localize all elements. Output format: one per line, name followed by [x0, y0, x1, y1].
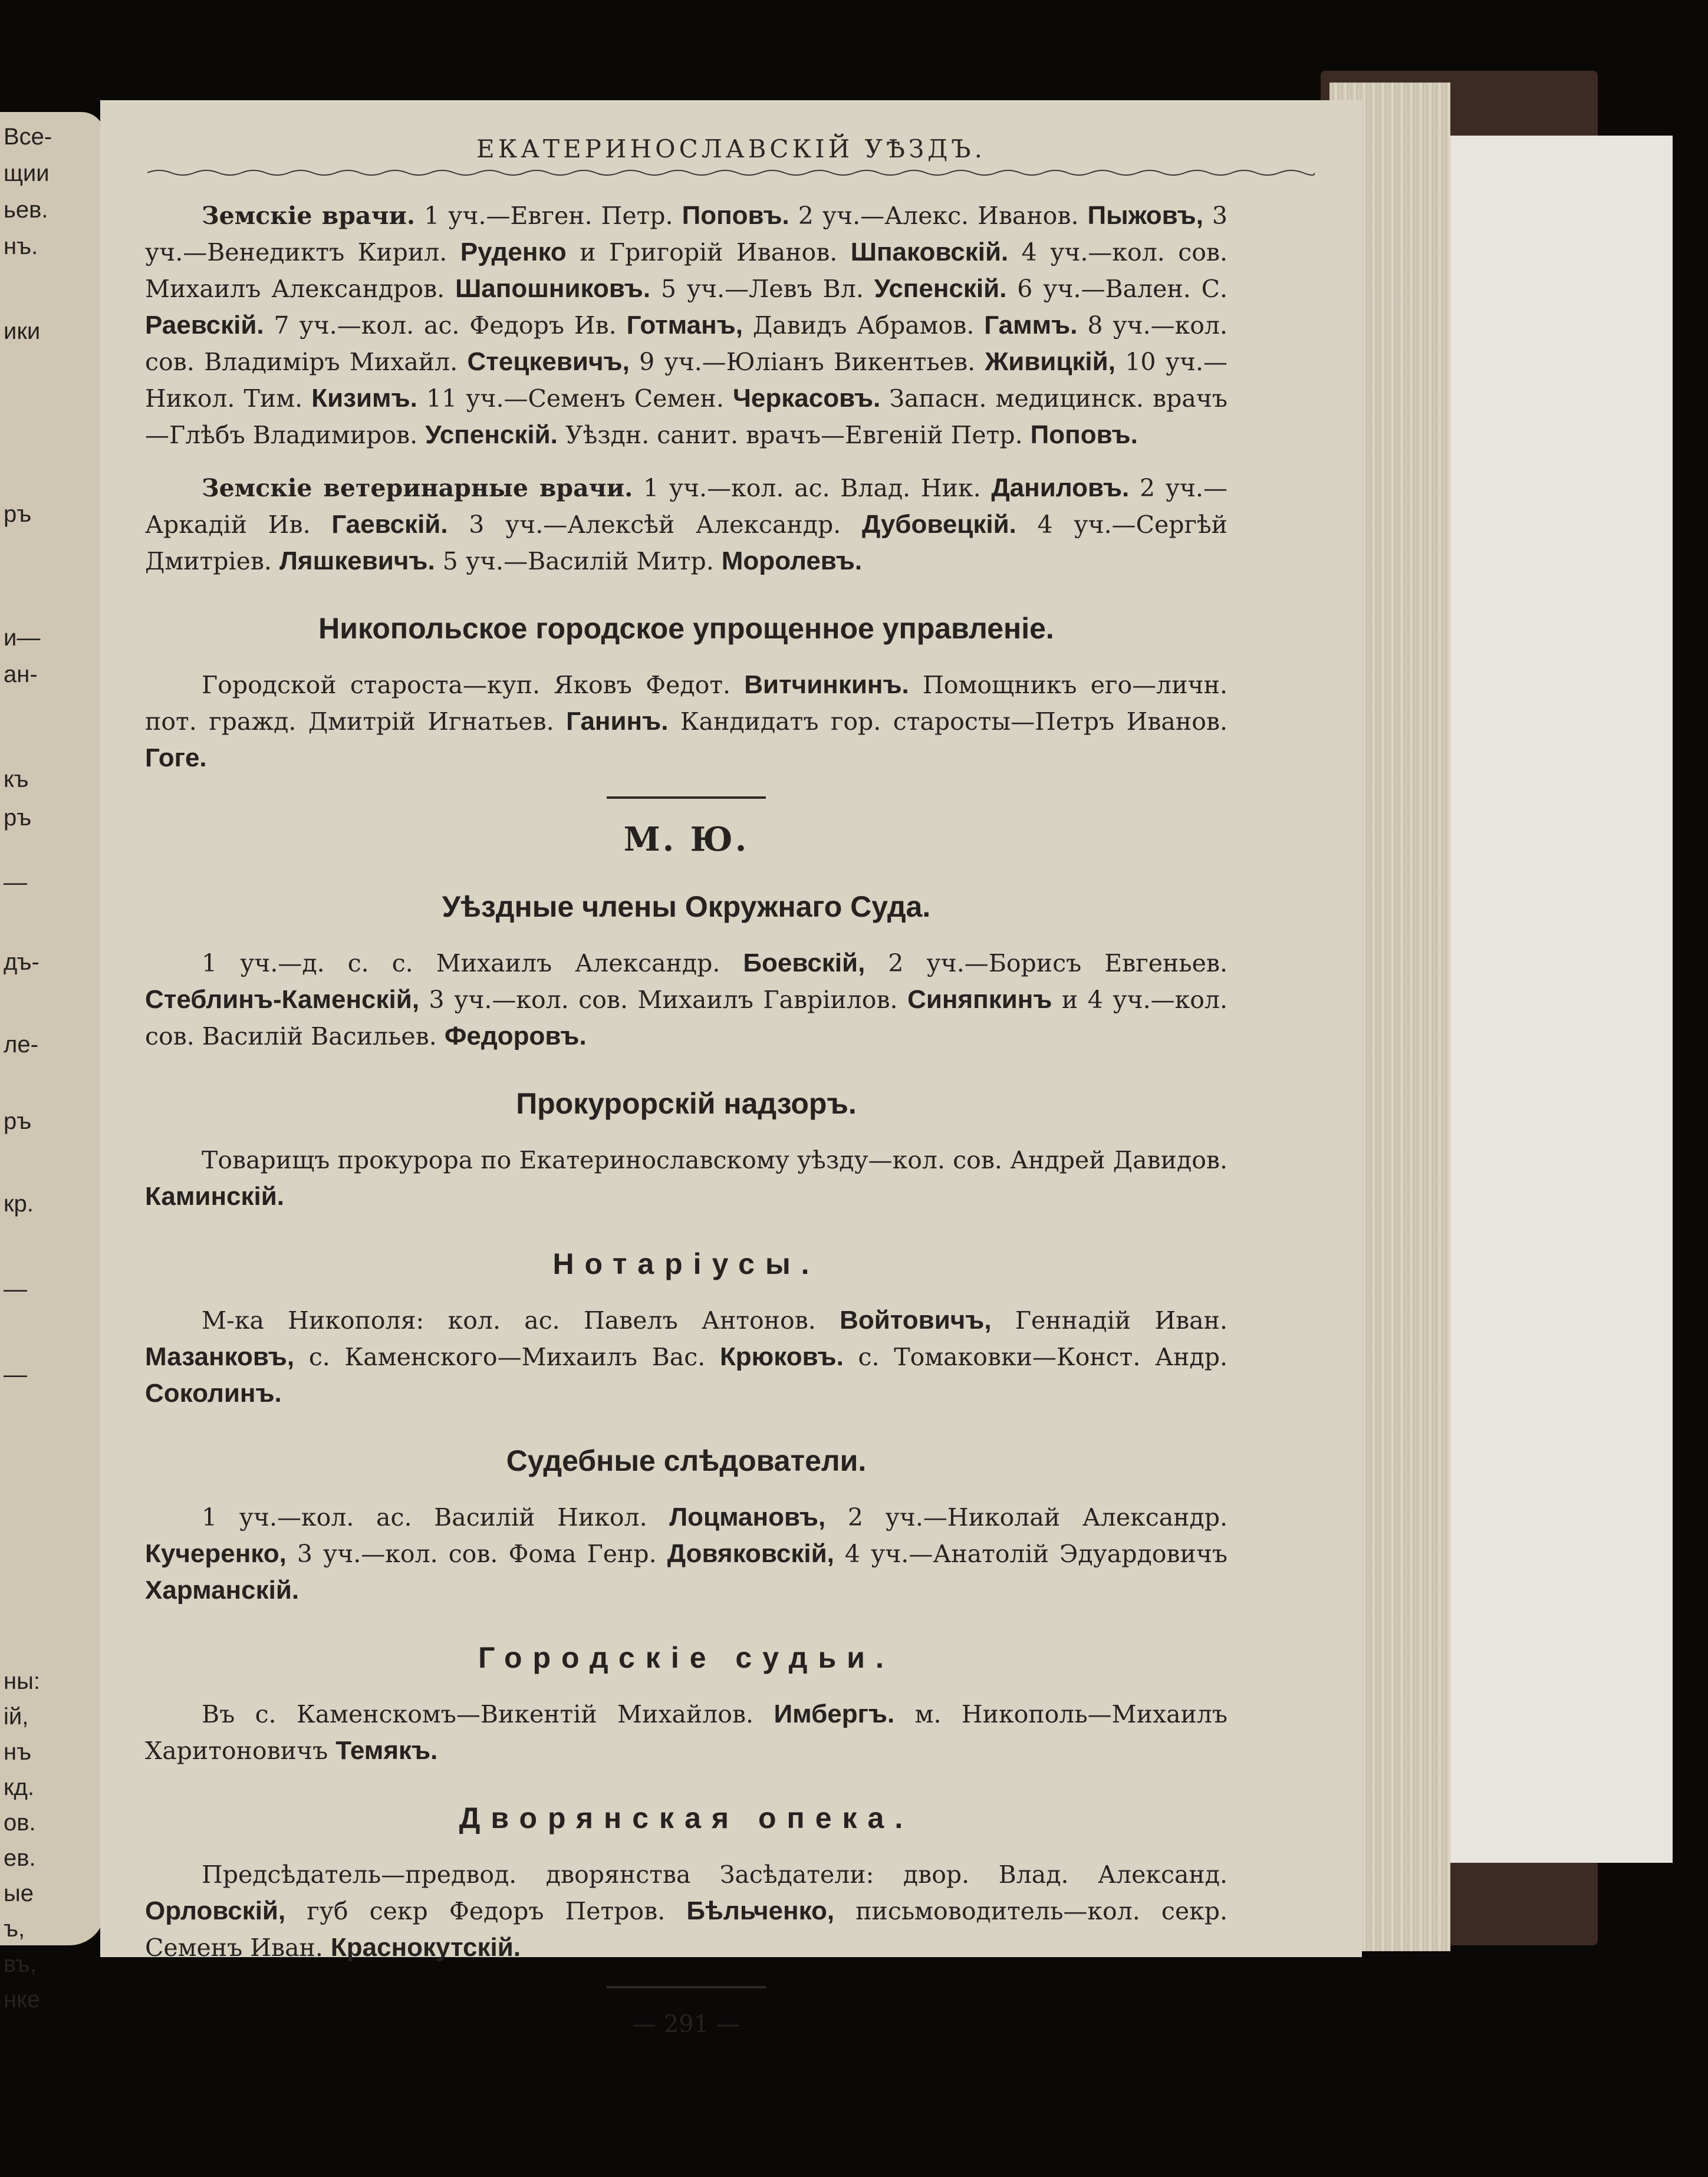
page-number: — 291 —: [633, 2011, 740, 2038]
sledovateli-heading: Судебные слѣдователи.: [506, 1444, 867, 1477]
left-page-fragment: ны:: [4, 1668, 40, 1694]
prokuror-heading: Прокурорскій надзоръ.: [516, 1087, 857, 1120]
left-page-fragment: щии: [4, 160, 50, 186]
page-content: [145, 197, 1227, 2043]
sledovateli-paragraph: 1 уч.—кол. ас. Василій Никол. Лоцмановъ, 2 уч.—Николай Александр. Кучеренко, 3 уч.—кол. сов. Фома Генр. Довяковскій, 4 уч.—Анатолій Эдуардовичъ Харманскій.: [145, 1503, 1228, 1605]
left-page-fragment: —: [4, 1362, 27, 1388]
notarius-heading: Нотаріусы.: [552, 1247, 820, 1280]
left-page-fragment: ръ: [4, 501, 32, 527]
nikopol-heading: Никопольское городское упрощенное управленіе.: [318, 612, 1054, 645]
header-wavy-rule: [147, 168, 1315, 177]
right-page: [100, 100, 1362, 2038]
okruzhnoy-heading: Уѣздные члены Окружнаго Суда.: [442, 890, 931, 923]
white-sheet: [1439, 136, 1673, 1863]
prokuror-paragraph: Товарищъ прокурора по Екатеринославскому уѣзду—кол. сов. Андрей Давидов. Каминскій.: [145, 1146, 1227, 1211]
sudi-heading: Городскіе судьи.: [478, 1641, 894, 1674]
veterinary-paragraph: Земскіе ветеринарные врачи. 1 уч.—кол. ас. Влад. Ник. Даниловъ. 2 уч.—Аркадій Ив. Гаевскій. 3 уч.—Алексѣй Александр. Дубовецкій. 4 уч.—Сергѣй Дмитріев. Ляшкевичъ. 5 уч.—Василій Митр. Моролевъ.: [145, 473, 1228, 575]
left-page-fragment: ій,: [4, 1704, 29, 1730]
nikopol-paragraph: Городской староста—куп. Яковъ Федот. Витчинкинъ. Помощникъ его—личн. пот. гражд. Дмитрій Игнатьев. Ганинъ. Кандидатъ гор. старосты—Петръ Иванов. Гоге.: [145, 670, 1228, 772]
left-page-fragment: —: [4, 1276, 27, 1302]
left-page-fragment: ов.: [4, 1810, 36, 1836]
left-page-fragment: и—: [4, 625, 41, 651]
left-page-fragment: нке: [4, 1987, 41, 2013]
left-page-fragment: ики: [4, 318, 41, 344]
running-header: ЕКАТЕРИНОСЛАВСКІЙ УѢЗДЪ.: [476, 134, 986, 163]
left-page-fragment: ев.: [4, 1845, 36, 1871]
left-page-fragment: къ: [4, 766, 29, 792]
left-page-fragment: ъ,: [4, 1916, 25, 1942]
left-page: [0, 112, 105, 2013]
left-page-fragment: ые: [4, 1880, 34, 1906]
okruzhnoy-paragraph: 1 уч.—д. с. с. Михаилъ Александр. Боевскій, 2 уч.—Борисъ Евгеньев. Стеблинъ-Каменскій, 3 уч.—кол. сов. Михаилъ Гавріилов. Синяпкинъ и 4 уч.—кол. сов. Василій Васильев. Федоровъ.: [145, 948, 1227, 1050]
sudi-paragraph: Въ с. Каменскомъ—Викентій Михайлов. Имбергъ. м. Никополь—Михаилъ Харитоновичъ Темякъ.: [145, 1700, 1227, 1765]
my-heading: М. Ю.: [623, 820, 749, 859]
left-page-fragment: кд.: [4, 1774, 34, 1800]
left-page-fragment: ле-: [4, 1032, 38, 1058]
left-page-fragment: въ,: [4, 1951, 37, 1977]
bottom-divider: [607, 1986, 766, 1988]
left-page-fragment: ръ: [4, 1108, 32, 1134]
left-page-fragment: Все-: [4, 124, 52, 150]
left-page-fragment: —: [4, 870, 27, 895]
left-page-fragment: кр.: [4, 1191, 34, 1217]
left-page-fragment: дъ-: [4, 949, 40, 975]
zemskie-vrachi-paragraph: Земскіе врачи. 1 уч.—Евген. Петр. Поповъ. 2 уч.—Алекс. Иванов. Пыжовъ, 3 уч.—Венедиктъ Кирил. Руденко и Григорій Иванов. Шпаковскій. 4 уч.—кол. сов. Михаилъ Александров. Шапошниковъ. 5 уч.—Левъ Вл. Успенскій. 6 уч.—Вален. С. Раевскій. 7 уч.—кол. ас. Федоръ Ив. Готманъ, Давидъ Абрамов. Гаммъ. 8 уч.—кол. сов. Владиміръ Михайл. Стецкевичъ, 9 уч.—Юліанъ Викентьев. Живицкій, 10 уч.—Никол. Тим. Кизимъ. 11 уч.—Семенъ Семен. Черкасовъ. Запасн. медицинск. врачъ—Глѣбъ Владимиров. Успенскій. Уѣздн. санит. врачъ—Евгеній Петр. Поповъ.: [145, 201, 1227, 449]
left-page-fragment: нъ: [4, 1739, 32, 1765]
left-page-fragment: ан-: [4, 661, 38, 687]
left-page-fragment: ръ: [4, 805, 32, 831]
section-divider: [607, 796, 766, 799]
left-page-fragment: ьев.: [4, 197, 48, 223]
notarius-paragraph: М-ка Никополя: кол. ас. Павелъ Антонов. Войтовичъ, Геннадій Иван. Мазанковъ, с. Каменского—Михаилъ Вас. Крюковъ. с. Томаковки—Конст. Андр. Соколинъ.: [145, 1306, 1228, 1408]
opeka-heading: Дворянская опека.: [459, 1801, 914, 1835]
opeka-paragraph: Предсѣдатель—предвод. дворянства Засѣдатели: двор. Влад. Александ. Орловскій, губ секр Федоръ Петров. Бѣльченко, письмоводитель—кол. секр. Семенъ Иван. Краснокутскій.: [145, 1860, 1227, 1962]
left-page-fragment: нъ.: [4, 233, 38, 259]
